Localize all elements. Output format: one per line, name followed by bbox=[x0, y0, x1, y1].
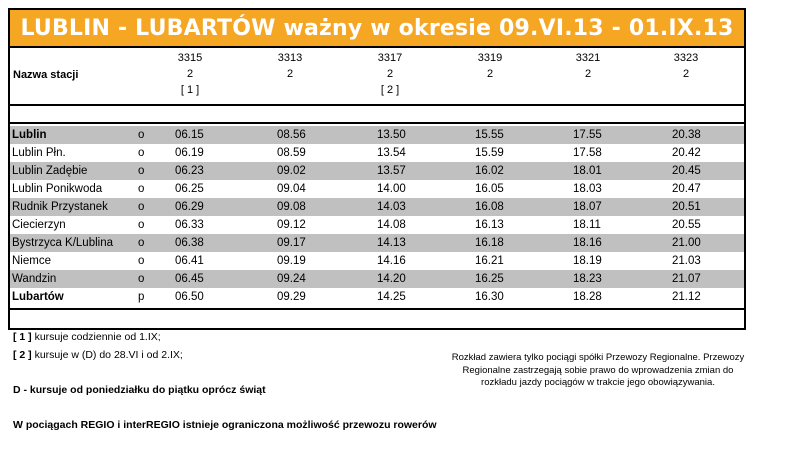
train-class: 2 bbox=[386, 68, 394, 80]
departure-time: 09.12 bbox=[277, 219, 306, 231]
departure-time: 13.54 bbox=[377, 147, 406, 159]
departure-time: 20.42 bbox=[672, 147, 701, 159]
stop-type: o bbox=[138, 201, 145, 213]
train-number: 3323 bbox=[673, 52, 699, 64]
stop-type: o bbox=[138, 255, 145, 267]
departure-time: 15.59 bbox=[475, 147, 504, 159]
departure-time: 14.13 bbox=[377, 237, 406, 249]
departure-time: 08.59 bbox=[277, 147, 306, 159]
departure-time: 15.55 bbox=[475, 129, 504, 141]
departure-time: 09.04 bbox=[277, 183, 306, 195]
stop-type: o bbox=[138, 129, 145, 141]
departure-time: 06.50 bbox=[175, 291, 204, 303]
departure-time: 21.12 bbox=[672, 291, 701, 303]
departure-time: 14.00 bbox=[377, 183, 406, 195]
departure-time: 14.25 bbox=[377, 291, 406, 303]
departure-time: 06.23 bbox=[175, 165, 204, 177]
departure-time: 18.16 bbox=[573, 237, 602, 249]
departure-time: 16.02 bbox=[475, 165, 504, 177]
table-row bbox=[10, 252, 744, 270]
station-name: Lublin Ponikwoda bbox=[12, 183, 103, 195]
train-note: [ 1 ] bbox=[180, 84, 200, 96]
departure-time: 06.45 bbox=[175, 273, 204, 285]
train-number: 3313 bbox=[277, 52, 303, 64]
departure-time: 20.38 bbox=[672, 129, 701, 141]
departure-time: 08.56 bbox=[277, 129, 306, 141]
title-bar bbox=[10, 10, 744, 48]
departure-time: 16.18 bbox=[475, 237, 504, 249]
train-column-header bbox=[155, 50, 225, 98]
train-column-header bbox=[651, 50, 721, 98]
footnote-1-mark: [ 1 ] bbox=[13, 331, 32, 343]
station-name: Rudnik Przystanek bbox=[12, 201, 108, 213]
train-note bbox=[553, 82, 623, 98]
departure-time: 18.07 bbox=[573, 201, 602, 213]
departure-time: 21.00 bbox=[672, 237, 701, 249]
departure-time: 16.25 bbox=[475, 273, 504, 285]
train-column-header bbox=[355, 50, 425, 98]
station-name: Ciecierzyn bbox=[12, 219, 66, 231]
stop-type: p bbox=[138, 291, 145, 303]
timetable-rows bbox=[10, 126, 744, 306]
departure-time: 21.03 bbox=[672, 255, 701, 267]
departure-time: 17.58 bbox=[573, 147, 602, 159]
train-class: 2 bbox=[286, 68, 294, 80]
departure-time: 14.03 bbox=[377, 201, 406, 213]
departure-time: 06.41 bbox=[175, 255, 204, 267]
train-number: 3317 bbox=[377, 52, 403, 64]
departure-time: 16.05 bbox=[475, 183, 504, 195]
departure-time: 20.55 bbox=[672, 219, 701, 231]
stop-type: o bbox=[138, 183, 145, 195]
departure-time: 16.30 bbox=[475, 291, 504, 303]
table-row bbox=[10, 144, 744, 162]
stop-type: o bbox=[138, 147, 145, 159]
departure-time: 20.51 bbox=[672, 201, 701, 213]
departure-time: 18.03 bbox=[573, 183, 602, 195]
station-name: Wandzin bbox=[12, 273, 57, 285]
footnote-1-text: kursuje codziennie od 1.IX; bbox=[31, 331, 161, 343]
departure-time: 18.28 bbox=[573, 291, 602, 303]
departure-time: 16.08 bbox=[475, 201, 504, 213]
departure-time: 06.33 bbox=[175, 219, 204, 231]
departure-time: 14.20 bbox=[377, 273, 406, 285]
departure-time: 13.57 bbox=[377, 165, 406, 177]
table-row bbox=[10, 270, 744, 288]
table-row bbox=[10, 216, 744, 234]
departure-time: 18.11 bbox=[573, 219, 601, 231]
station-column-header: Nazwa stacji bbox=[13, 69, 79, 81]
train-note bbox=[651, 82, 721, 98]
departure-time: 18.01 bbox=[573, 165, 602, 177]
table-top-divider bbox=[10, 122, 744, 124]
table-row bbox=[10, 162, 744, 180]
train-column-header bbox=[455, 50, 525, 98]
station-name: Lublin bbox=[12, 129, 47, 141]
footnote-2 bbox=[13, 349, 183, 361]
departure-time: 09.19 bbox=[277, 255, 306, 267]
table-row bbox=[10, 126, 744, 144]
train-note bbox=[455, 82, 525, 98]
table-row bbox=[10, 198, 744, 216]
footnote-bikes: W pociągach REGIO i interREGIO istnieje ograniczona możliwość przewozu rowerów bbox=[13, 419, 437, 431]
departure-time: 16.21 bbox=[475, 255, 504, 267]
departure-time: 17.55 bbox=[573, 129, 602, 141]
table-row bbox=[10, 288, 744, 306]
departure-time: 14.08 bbox=[377, 219, 406, 231]
disclaimer: Rozkład zawiera tylko pociągi spółki Przewozy Regionalne. Przewozy Regionalne zastrzegają sobie prawo do wprowadzenia zmian do rozkładu jazdy pociągów w trakcie jego obowiązywania. bbox=[451, 352, 745, 388]
stop-type: o bbox=[138, 273, 145, 285]
stop-type: o bbox=[138, 165, 145, 177]
train-class: 2 bbox=[682, 68, 690, 80]
stop-type: o bbox=[138, 237, 145, 249]
departure-time: 20.45 bbox=[672, 165, 701, 177]
departure-time: 20.47 bbox=[672, 183, 701, 195]
train-number: 3315 bbox=[177, 52, 203, 64]
footnote-1 bbox=[13, 331, 161, 343]
departure-time: 18.19 bbox=[573, 255, 602, 267]
departure-time: 16.13 bbox=[475, 219, 504, 231]
train-number: 3319 bbox=[477, 52, 503, 64]
station-name: Bystrzyca K/Lublina bbox=[12, 237, 113, 249]
train-note bbox=[255, 82, 325, 98]
footnote-2-mark: [ 2 ] bbox=[13, 349, 32, 361]
train-column-header bbox=[553, 50, 623, 98]
station-name: Lublin Zadębie bbox=[12, 165, 88, 177]
departure-time: 21.07 bbox=[672, 273, 701, 285]
train-class: 2 bbox=[186, 68, 194, 80]
page-title: LUBLIN - LUBARTÓW ważny w okresie 09.VI.13 - 01.IX.13 bbox=[20, 15, 734, 41]
table-header bbox=[10, 48, 744, 104]
footnote-d: D - kursuje od poniedziałku do piątku oprócz świąt bbox=[13, 384, 266, 396]
departure-time: 06.19 bbox=[175, 147, 204, 159]
footnote-2-text: kursuje w (D) do 28.VI i od 2.IX; bbox=[31, 349, 183, 361]
departure-time: 09.08 bbox=[277, 201, 306, 213]
departure-time: 06.25 bbox=[175, 183, 204, 195]
departure-time: 09.17 bbox=[277, 237, 306, 249]
departure-time: 09.24 bbox=[277, 273, 306, 285]
header-divider bbox=[10, 104, 744, 106]
station-name: Niemce bbox=[12, 255, 51, 267]
train-column-header bbox=[255, 50, 325, 98]
departure-time: 06.29 bbox=[175, 201, 204, 213]
departure-time: 14.16 bbox=[377, 255, 406, 267]
train-note: [ 2 ] bbox=[380, 84, 400, 96]
departure-time: 06.38 bbox=[175, 237, 204, 249]
station-name: Lubartów bbox=[12, 291, 64, 303]
station-name: Lublin Płn. bbox=[12, 147, 66, 159]
departure-time: 13.50 bbox=[377, 129, 406, 141]
departure-time: 09.29 bbox=[277, 291, 306, 303]
departure-time: 09.02 bbox=[277, 165, 306, 177]
table-row bbox=[10, 180, 744, 198]
stop-type: o bbox=[138, 219, 145, 231]
train-class: 2 bbox=[486, 68, 494, 80]
train-class: 2 bbox=[584, 68, 592, 80]
departure-time: 18.23 bbox=[573, 273, 602, 285]
table-row bbox=[10, 234, 744, 252]
departure-time: 06.15 bbox=[175, 129, 204, 141]
train-number: 3321 bbox=[575, 52, 601, 64]
table-bottom-divider bbox=[10, 308, 744, 310]
